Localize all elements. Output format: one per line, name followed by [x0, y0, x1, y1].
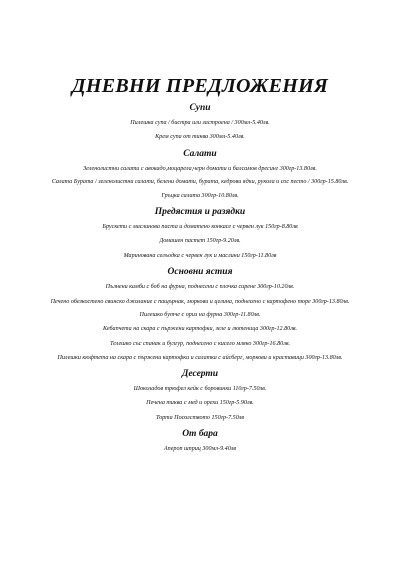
section-soups — [26, 102, 374, 142]
section-desserts — [26, 368, 374, 422]
menu-item: Крем супа от тиква 300мл-5.40лв. — [155, 134, 245, 141]
section-heading-main-courses: Основни ястия — [167, 267, 233, 278]
section-main-courses — [26, 266, 374, 362]
section-bar — [26, 428, 374, 453]
section-heading-desserts: Десерти — [181, 368, 219, 379]
menu-item: Брускети с маслинова паста и доматено конкасе с червен лук 150гр-8.80лв — [102, 224, 298, 231]
menu-item: Салата Бурата / зеленолистни салати, белени домати, бурата, кедрови ядки, рукола и сос песто / 300гр-15.80лв. — [51, 179, 349, 186]
menu-item: Гръцка салата 300гр-10.80лв. — [161, 192, 239, 199]
menu-item: Пълнени камби с боб на фурна, поднесени с плочка сирене 300гр-10.20лв. — [105, 284, 295, 291]
section-salads — [26, 148, 374, 200]
menu-item: Пилешки кюфтета на скара с пържени картофки и салатка с айсберг, моркови и краставици 300гр-13.80лв. — [57, 355, 343, 362]
section-heading-salads: Салати — [183, 148, 217, 159]
menu-item: Печено обезкостено свинско джолание с пащърнак, моркови и целина, поднесено с картофено пюре 300гр-13.80лв. — [50, 298, 350, 305]
menu-item: Домашен пастет 150гр-9.20лв. — [159, 238, 241, 245]
page-title: ДНЕВНИ ПРЕДЛОЖЕНИЯ — [71, 75, 329, 97]
menu-item: Маринована селъодка с червен лук и маслини 150гр-11.80лв — [123, 252, 277, 259]
menu-item: Телешко със спанак и булгур, поднесено с кисело мляко 300гр-16.80лв. — [109, 340, 291, 347]
section-starters — [26, 206, 374, 260]
section-heading-starters: Предястия и разядки — [154, 207, 246, 218]
menu-item: Пилешко бутче с ориз на фурна 300гр-11.80лв. — [139, 312, 261, 319]
section-heading-soups: Супи — [189, 103, 211, 113]
menu-item: Кебапчета на скара с пържени картофки, зеле и лютеница 300гр-12.80лв. — [102, 326, 298, 333]
section-heading-bar: От бара — [182, 428, 218, 439]
menu-item: Печена тиква с мед и орехи 150гр-5.90лв. — [146, 400, 254, 407]
menu-item: Пилешка супа / бистра или застроена / 300мл-5.40лв. — [130, 120, 270, 126]
menu-item: Зеленолистни салати с авокадо,моцарела,черн домати и балсамов дресинг 300гр-13.80лв. — [83, 165, 317, 172]
menu-item: Шоколадов трюфел кейк с боровинки 110гр-7.50лв. — [133, 385, 267, 392]
menu-item: Апероп шприц 300мл-9.40лв — [163, 445, 237, 452]
menu-item: Торта Посолството 150гр-7.50лв — [155, 414, 245, 421]
